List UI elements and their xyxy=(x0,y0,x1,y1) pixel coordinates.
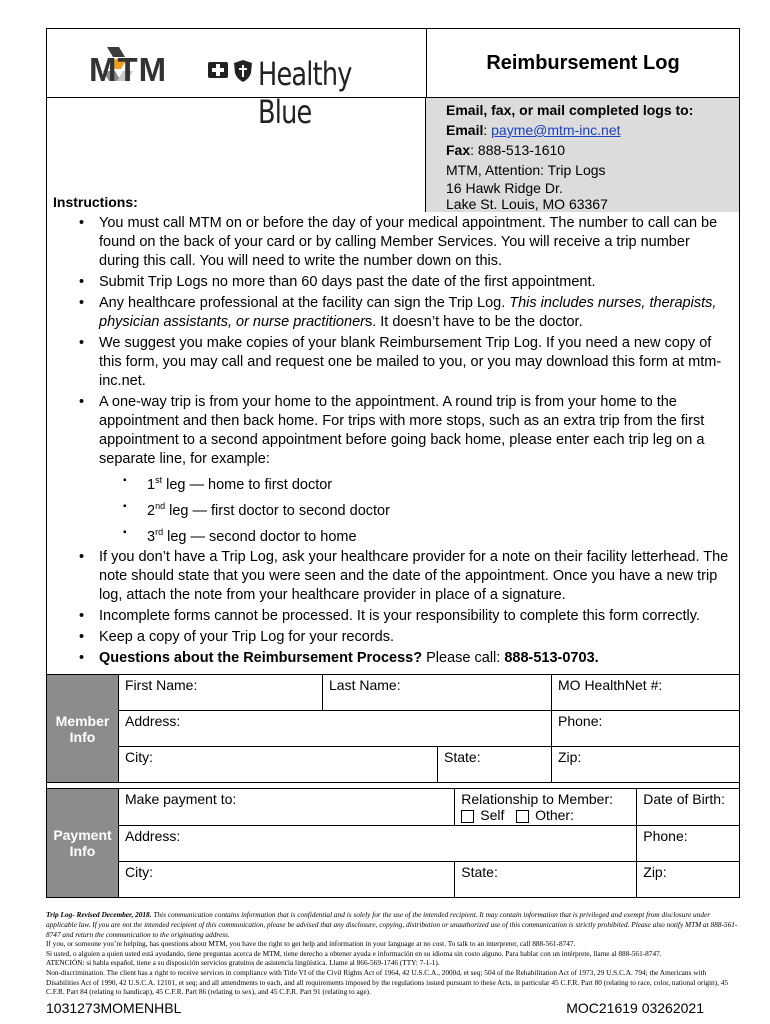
relationship-field xyxy=(455,789,637,826)
page-title: Reimbursement Log xyxy=(486,51,680,74)
confidentiality-notice xyxy=(46,910,740,939)
side-label-line: Member xyxy=(55,712,110,729)
trip-leg-list xyxy=(99,471,731,546)
member-state-field[interactable] xyxy=(438,747,552,783)
fine-print xyxy=(46,910,740,996)
member-city-field[interactable] xyxy=(119,747,438,783)
instruction-italic-text: This includes nurses, therapists, physician assistants, or nurse practitioner xyxy=(99,295,717,330)
field-label: State: xyxy=(461,864,498,881)
last-name-field[interactable] xyxy=(323,675,552,711)
form-code-right: MOC21619 03262021 xyxy=(566,999,704,1016)
side-label-line: Info xyxy=(69,843,96,860)
leg-text: leg — first doctor to second doctor xyxy=(165,502,390,519)
field-label: Phone: xyxy=(643,828,688,845)
trip-leg-item xyxy=(123,523,731,547)
member-info-form xyxy=(46,674,740,783)
mtm-logo-text: MTM xyxy=(89,51,168,88)
instruction-item: • If you don’t have a Trip Log, ask your healthcare provider for a note on their facility letterhead. The note should state that you were seen and the date of the appointment. Once you have a new trip log, attach the note from your healthcare provider in place of a signature. xyxy=(79,548,731,605)
self-label: Self xyxy=(480,807,505,824)
language-help-spanish: Si usted, o alguien a quien usted está ayudando, tiene preguntas acerca de MTM, tiene derecho a obtener ayuda e información en su idioma sin costo alguno. Para hablar con un intérprete, llame al 888-561-8747. xyxy=(46,948,662,958)
field-label: Address: xyxy=(125,713,181,730)
leg-suffix: rd xyxy=(155,526,164,537)
field-label: MO HealthNet #: xyxy=(558,677,663,694)
mail-box-heading: Email, fax, or mail completed logs to: xyxy=(446,102,694,118)
instructions-section xyxy=(46,98,740,674)
address-line-2: 16 Hawk Ridge Dr. xyxy=(446,180,563,196)
non-discrimination-notice: Non-discrimination. The client has a right to receive services in compliance with Title VI of the Civil Rights Act of 1964, 42 U.S.C.A., 2000d, et seq; 504 of the Rehabilitation Act of 1973, 29 U.S.C.A. 794; the Americans with Disabilities Act of 1990, 42 U.S.C.A. 12101, et seq; and all amendments to each, and all requirements imposed by the regulations issued pursuant to these Acts, in particular 45 C.F.R. Part 80 (relating to race, color, national origin), 45 C.F.R. Part 84 (relating to handicap), 45 C.F.R. Part 86 (relating to sex), and 45 C.F.R. Part 91 (relating to age). xyxy=(46,968,729,997)
field-label: Zip: xyxy=(643,864,667,881)
instruction-item xyxy=(79,649,731,668)
mail-to-box xyxy=(425,98,739,212)
fax-label: Fax xyxy=(446,142,471,158)
language-help-attention: ATENCIÓN: si habla español, tiene a su disposición servicios gratuitos de asistencia lingüística. Llame al 866-569-1746 (TTY: 7-1-1). xyxy=(46,958,440,968)
revision-note: Trip Log- Revised December, 2018. xyxy=(46,910,152,920)
field-label: Phone: xyxy=(558,713,603,730)
address-line-1: MTM, Attention: Trip Logs xyxy=(446,162,606,178)
instruction-item: • You must call MTM on or before the day of your medical appointment. The number to call can be found on the back of your card or by calling Member Services. You will receive a trip number during this call. You will need to write the number down on this. xyxy=(79,214,731,271)
field-label: Date of Birth: xyxy=(643,791,725,808)
email-label: Email xyxy=(446,122,484,138)
reimbursement-log-page xyxy=(46,28,740,1016)
instruction-item: • Submit Trip Logs no more than 60 days past the date of the first appointment. xyxy=(79,273,731,292)
leg-text: leg — second doctor to home xyxy=(163,528,357,545)
leg-number: 2 xyxy=(147,502,156,519)
healthy-blue-logo-text: Healthy Blue xyxy=(258,55,352,131)
blue-shield-icon xyxy=(233,59,253,83)
instruction-text: Any healthcare professional at the facility can sign the Trip Log. xyxy=(99,295,510,311)
leg-number: 1 xyxy=(147,476,156,493)
payment-address-field[interactable] xyxy=(119,826,637,862)
trip-leg-item xyxy=(123,471,731,495)
field-label: State: xyxy=(444,749,481,766)
self-checkbox[interactable] xyxy=(461,810,474,823)
leg-text: leg — home to first doctor xyxy=(162,476,333,493)
member-address-field[interactable] xyxy=(119,711,552,747)
member-phone-field[interactable] xyxy=(552,711,740,747)
payment-state-field[interactable] xyxy=(455,862,637,898)
field-label: Address: xyxy=(125,828,181,845)
payment-city-field[interactable] xyxy=(119,862,455,898)
relationship-options xyxy=(461,807,634,823)
blue-cross-icon xyxy=(207,59,229,81)
field-label: First Name: xyxy=(125,677,198,694)
field-label: Zip: xyxy=(558,749,582,766)
fax-line xyxy=(446,140,739,160)
instruction-item: • We suggest you make copies of your blank Reimbursement Trip Log. If you need a new copy of this form, you may call and request one be mailed to you, or you may download this form at mtm-inc.net. xyxy=(79,334,731,391)
instruction-text: s. It doesn’t have to be the doctor. xyxy=(364,314,583,330)
instruction-item: • Keep a copy of your Trip Log for your records. xyxy=(79,628,731,647)
fax-number: : 888-513-1610 xyxy=(470,142,566,158)
dob-field[interactable] xyxy=(637,789,740,826)
trip-leg-item xyxy=(123,497,731,521)
leg-suffix: st xyxy=(155,475,163,485)
instruction-item: • Incomplete forms cannot be processed. It is your responsibility to complete this form correctly. xyxy=(79,607,731,626)
leg-suffix: nd xyxy=(155,500,166,511)
form-code-left: 1031273MOMENHBL xyxy=(46,999,182,1016)
payment-zip-field[interactable] xyxy=(637,862,740,898)
member-zip-field[interactable] xyxy=(552,747,740,783)
questions-label: Questions about the Reimbursement Process? xyxy=(99,650,423,667)
logo-cell xyxy=(47,29,427,131)
side-label-line: Info xyxy=(69,728,96,745)
payment-info-form xyxy=(46,788,740,898)
email-line: Email: payme@mtm-inc.net xyxy=(446,122,621,138)
language-help-english: If you, or someone you’re helping, has questions about MTM, you have the right to get help and information in your language at no cost. To talk to an interpreter, call 888-561-8747. xyxy=(46,939,576,949)
field-label: Last Name: xyxy=(329,677,401,694)
phone-number: 888-513-0703. xyxy=(504,650,599,667)
field-label: Make payment to: xyxy=(125,791,237,808)
side-label-line: Payment xyxy=(53,827,112,844)
field-label: Relationship to Member: xyxy=(461,791,614,808)
email-link[interactable]: payme@mtm-inc.net xyxy=(491,122,621,138)
instruction-item xyxy=(79,294,731,332)
payment-info-label xyxy=(47,789,119,898)
first-name-field[interactable] xyxy=(119,675,323,711)
instruction-text: A one-way trip is from your home to the appointment. A round trip is from your home to the appointment and then back home. For trips with more stops, such as an extra trip from the first appointment to a second appointment before going back home, please enter each trip leg on a separate line, for example: xyxy=(99,394,705,467)
field-label: City: xyxy=(125,864,153,881)
instructions-label: Instructions: xyxy=(53,194,138,210)
address-line-3: Lake St. Louis, MO 63367 xyxy=(446,196,608,212)
instruction-item xyxy=(79,393,731,546)
make-payment-field[interactable] xyxy=(119,789,455,826)
field-label: City: xyxy=(125,749,153,766)
call-text: Please call: xyxy=(422,650,505,667)
other-checkbox[interactable] xyxy=(516,810,529,823)
leg-number: 3 xyxy=(147,528,156,545)
payment-phone-field[interactable] xyxy=(637,826,740,862)
confidentiality-text: This communication contains information that is confidential and is solely for the use of the intended recipient. It may contain information that is privileged and exempt from disclosure under applicable law. If you are not the intended recipient of this communication, please be advised that any disclosure, copying, distribution or unauthorized use of this communication is strictly prohibited. Please also notify MTM at 888-561-8747 and return the communication to the originating address. xyxy=(46,910,738,939)
bcbs-marks xyxy=(207,59,253,83)
title-cell xyxy=(427,29,739,97)
mo-healthnet-field[interactable] xyxy=(552,675,740,711)
member-info-label xyxy=(47,675,119,783)
footer xyxy=(46,1000,740,1016)
other-label: Other: xyxy=(535,807,574,824)
